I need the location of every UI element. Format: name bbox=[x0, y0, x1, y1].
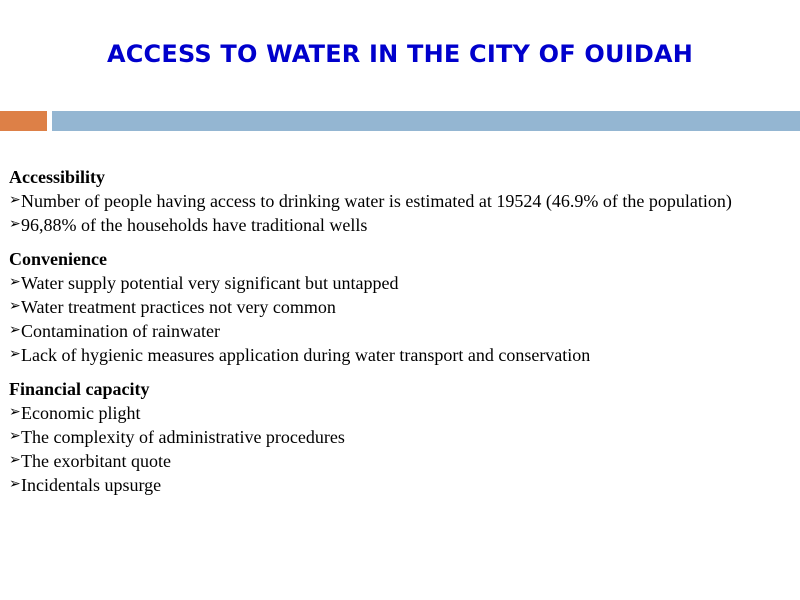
section-accessibility bbox=[9, 165, 793, 237]
list-item bbox=[9, 295, 793, 319]
list-item-text: Contamination of rainwater bbox=[21, 321, 220, 341]
list-item-text: Lack of hygienic measures application during water transport and conservation bbox=[21, 345, 591, 365]
arrow-bullet-icon: ➢ bbox=[9, 429, 21, 444]
arrow-bullet-icon: ➢ bbox=[9, 275, 21, 290]
list-item-text: Water supply potential very significant but untapped bbox=[21, 273, 399, 293]
list-item bbox=[9, 271, 793, 295]
list-item-text: The exorbitant quote bbox=[21, 451, 171, 471]
section-heading: Convenience bbox=[9, 249, 107, 269]
list-item bbox=[9, 473, 793, 497]
arrow-bullet-icon: ➢ bbox=[9, 347, 21, 362]
list-item-text: Number of people having access to drinking water is estimated at 19524 (46.9% of the population) bbox=[21, 191, 732, 211]
accent-bar-orange bbox=[0, 111, 47, 131]
list-item bbox=[9, 213, 793, 237]
arrow-bullet-icon: ➢ bbox=[9, 217, 21, 232]
arrow-bullet-icon: ➢ bbox=[9, 453, 21, 468]
list-item-text: Water treatment practices not very common bbox=[21, 297, 336, 317]
section-heading: Accessibility bbox=[9, 167, 105, 187]
list-item bbox=[9, 425, 793, 449]
section-financial-capacity bbox=[9, 377, 793, 497]
arrow-bullet-icon: ➢ bbox=[9, 477, 21, 492]
list-item bbox=[9, 449, 793, 473]
list-item bbox=[9, 343, 793, 367]
list-item-text: 96,88% of the households have traditional wells bbox=[21, 215, 368, 235]
accent-bar-blue bbox=[52, 111, 800, 131]
arrow-bullet-icon: ➢ bbox=[9, 193, 21, 208]
arrow-bullet-icon: ➢ bbox=[9, 405, 21, 420]
list-item bbox=[9, 319, 793, 343]
slide-content bbox=[9, 165, 793, 507]
list-item-text: Economic plight bbox=[21, 403, 141, 423]
section-heading: Financial capacity bbox=[9, 379, 150, 399]
arrow-bullet-icon: ➢ bbox=[9, 299, 21, 314]
slide-title: ACCESS TO WATER IN THE CITY OF OUIDAH bbox=[106, 40, 694, 68]
arrow-bullet-icon: ➢ bbox=[9, 323, 21, 338]
list-item-text: Incidentals upsurge bbox=[21, 475, 162, 495]
list-item-text: The complexity of administrative procedures bbox=[21, 427, 345, 447]
list-item bbox=[9, 189, 793, 213]
section-convenience bbox=[9, 247, 793, 367]
list-item bbox=[9, 401, 793, 425]
